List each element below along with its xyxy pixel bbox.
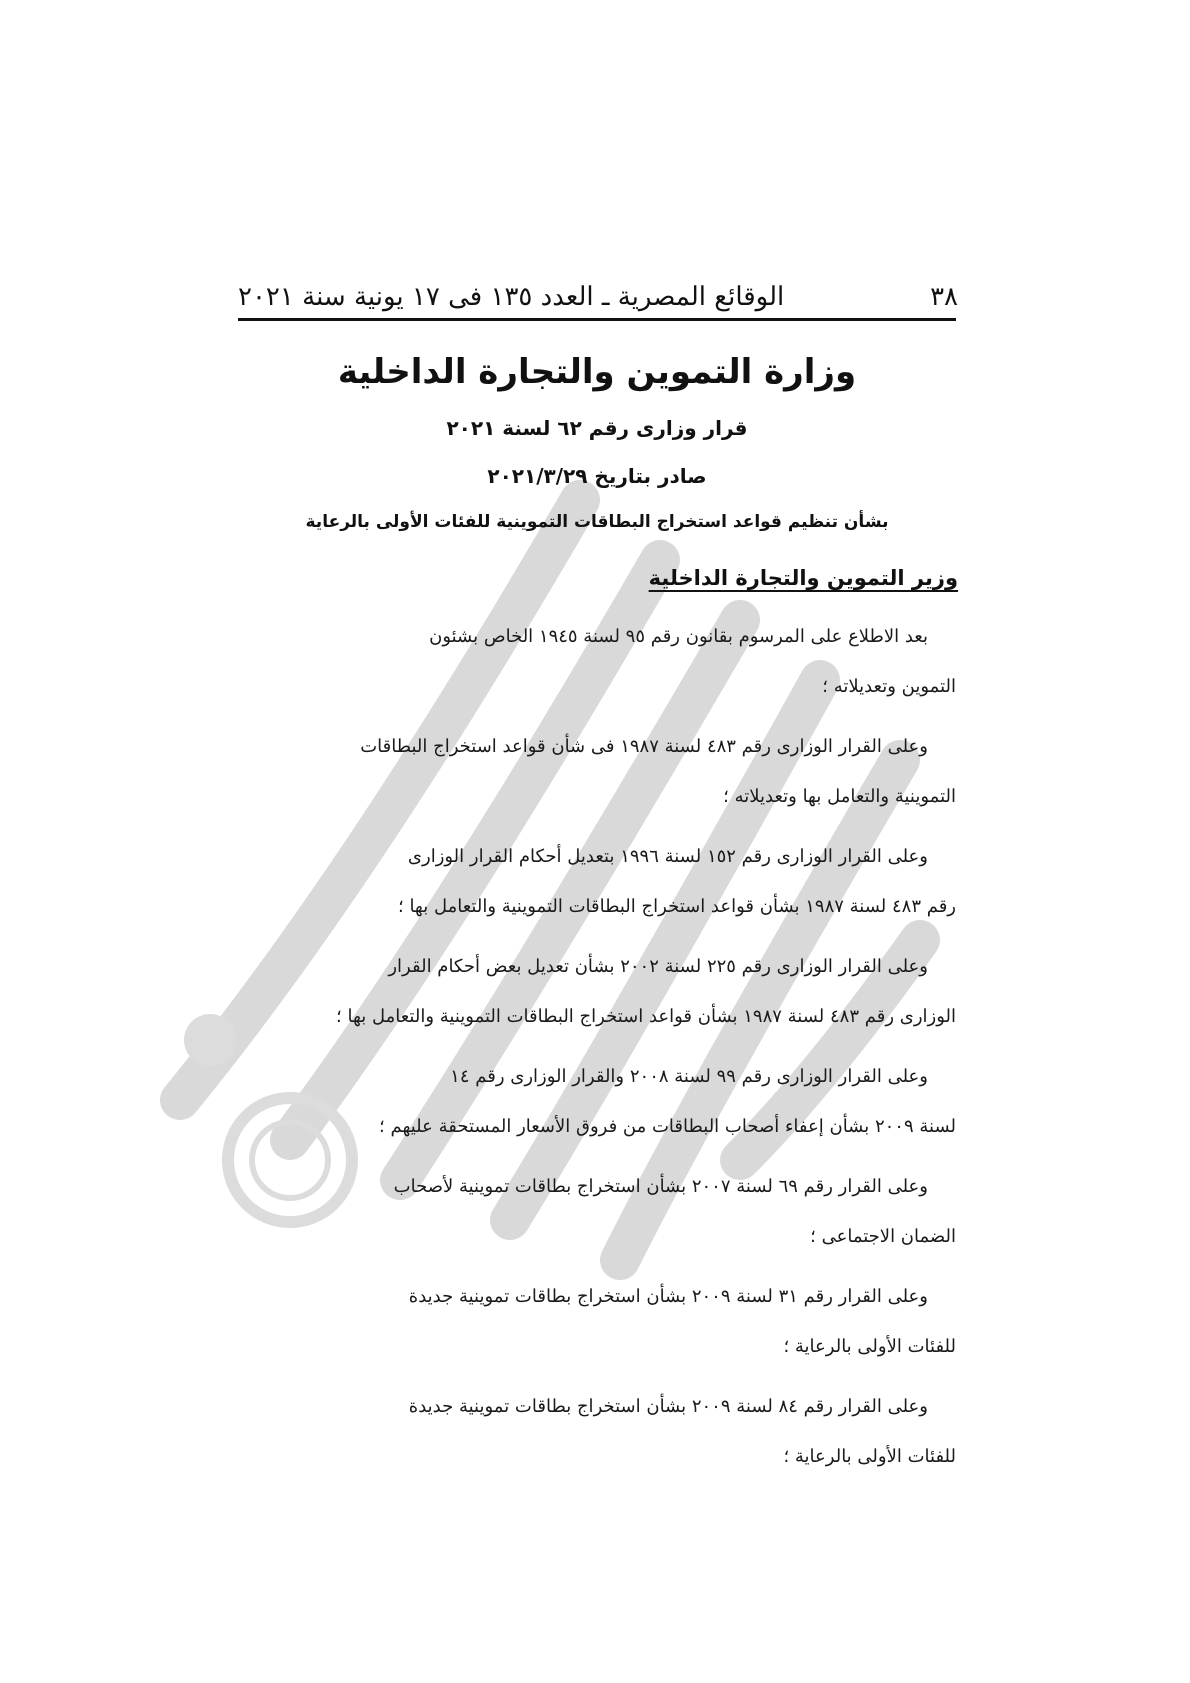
paragraph: وعلى القرار الوزارى رقم ٩٩ لسنة ٢٠٠٨ والقرار الوزارى رقم ١٤ لسنة ٢٠٠٩ بشأن إعفاء أصحاب البطاقات من فروق الأسعار المستحقة عليهم ؛	[379, 1066, 956, 1137]
running-header	[238, 268, 958, 312]
paragraph: وعلى القرار رقم ٦٩ لسنة ٢٠٠٧ بشأن استخراج بطاقات تموينية لأصحاب الضمان الاجتماعى ؛	[393, 1176, 956, 1247]
paragraph: وعلى القرار الوزارى رقم ٢٢٥ لسنة ٢٠٠٢ بشأن تعديل بعض أحكام القرار الوزارى رقم ٤٨٣ لسنة ١٩٨٧ بشأن قواعد استخراج البطاقات التموينية والتعامل بها ؛	[336, 956, 956, 1027]
decree-body	[238, 612, 956, 1492]
decree-number: قرار وزارى رقم ٦٢ لسنة ٢٠٢١	[446, 416, 748, 440]
paragraph: وعلى القرار الوزارى رقم ١٥٢ لسنة ١٩٩٦ بتعديل أحكام القرار الوزارى رقم ٤٨٣ لسنة ١٩٨٧ بشأن قواعد استخراج البطاقات التموينية والتعامل بها ؛	[398, 846, 956, 917]
page-number: ٣٨	[930, 282, 958, 312]
issue-date: صادر بتاريخ ٢٠٢١/٣/٢٩	[487, 464, 707, 488]
header-rule	[238, 318, 956, 321]
decree-subject: بشأن تنظيم قواعد استخراج البطاقات التموينية للفئات الأولى بالرعاية	[305, 512, 889, 532]
paragraph: وعلى القرار رقم ٣١ لسنة ٢٠٠٩ بشأن استخراج بطاقات تموينية جديدة للفئات الأولى بالرعاية ؛	[408, 1286, 956, 1357]
ministry-title: وزارة التموين والتجارة الداخلية	[337, 352, 857, 392]
paragraph: وعلى القرار الوزارى رقم ٤٨٣ لسنة ١٩٨٧ فى شأن قواعد استخراج البطاقات التموينية والتعامل بها وتعديلاته ؛	[360, 736, 956, 807]
running-title: الوقائع المصرية ـ العدد ١٣٥ فى ١٧ يونية سنة ٢٠٢١	[238, 282, 785, 312]
paragraph: بعد الاطلاع على المرسوم بقانون رقم ٩٥ لسنة ١٩٤٥ الخاص بشئون التموين وتعديلاته ؛	[429, 626, 956, 697]
paragraph: وعلى القرار رقم ٨٤ لسنة ٢٠٠٩ بشأن استخراج بطاقات تموينية جديدة للفئات الأولى بالرعاية ؛	[408, 1396, 956, 1467]
minister-heading: وزير التموين والتجارة الداخلية	[648, 566, 958, 590]
